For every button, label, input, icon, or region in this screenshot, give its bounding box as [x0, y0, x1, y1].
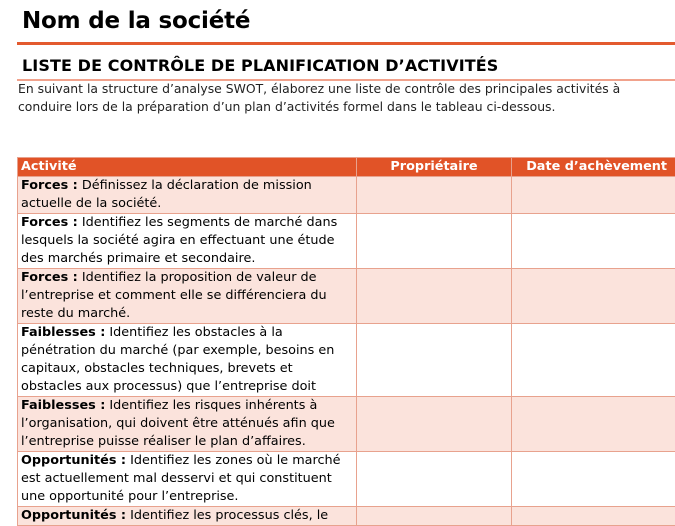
owner-cell[interactable]: [357, 269, 512, 324]
table-row: [18, 214, 675, 269]
completion-date-cell[interactable]: [512, 397, 675, 452]
column-header-activity: Activité: [18, 158, 357, 177]
owner-cell[interactable]: [357, 324, 512, 397]
activity-description: Identifiez les obstacles à la pénétration du marché (par exemple, besoins en capitaux, obstacles techniques, brevets et obstacles aux processus) que l’entreprise doit: [21, 325, 334, 394]
activity-cell[interactable]: [18, 397, 357, 452]
activity-category: Forces :: [21, 178, 78, 193]
intro-paragraph: En suivant la structure d’analyse SWOT, élaborez une liste de contrôle des principales activités à conduire lors de la préparation d’un plan d’activités formel dans le tableau ci-dessous.: [18, 80, 673, 116]
owner-cell[interactable]: [357, 177, 512, 214]
column-header-owner: Propriétaire: [357, 158, 512, 177]
activity-description: Identifiez les segments de marché dans lesquels la société agira en effectuant une étude des marchés primaire et secondaire.: [21, 215, 337, 266]
activity-description: Identifiez les zones où le marché est actuellement mal desservi et qui constituent une opportunité pour l’entreprise.: [21, 453, 341, 504]
document-title: LISTE DE CONTRÔLE DE PLANIFICATION D’ACTIVITÉS: [22, 55, 498, 77]
activity-cell[interactable]: [18, 324, 357, 397]
completion-date-cell[interactable]: [512, 177, 675, 214]
activity-category: Faiblesses :: [21, 325, 105, 340]
table-header-row: [18, 158, 675, 177]
header-divider: [17, 42, 675, 45]
activity-cell[interactable]: [18, 269, 357, 324]
activity-description: Identifiez les risques inhérents à l’organisation, qui doivent être atténués afin que l’entreprise puisse réaliser le plan d’affaires.: [21, 398, 335, 449]
activity-category: Forces :: [21, 270, 78, 285]
activity-description: Identifiez la proposition de valeur de l’entreprise et comment elle se différenciera du reste du marché.: [21, 270, 327, 321]
activity-cell[interactable]: [18, 507, 357, 526]
activity-category: Faiblesses :: [21, 398, 105, 413]
activity-checklist-table: [17, 157, 675, 526]
completion-date-cell[interactable]: [512, 214, 675, 269]
table-row: [18, 452, 675, 507]
completion-date-cell[interactable]: [512, 324, 675, 397]
activity-category: Forces :: [21, 215, 78, 230]
completion-date-cell[interactable]: [512, 452, 675, 507]
owner-cell[interactable]: [357, 214, 512, 269]
column-header-completion-date: Date d’achèvement: [512, 158, 675, 177]
owner-cell[interactable]: [357, 507, 512, 526]
activity-category: Opportunités :: [21, 453, 126, 468]
company-name: Nom de la société: [22, 6, 250, 36]
activity-cell[interactable]: [18, 452, 357, 507]
activity-category: Opportunités :: [21, 508, 126, 523]
activity-description: Définissez la déclaration de mission actuelle de la société.: [21, 178, 312, 211]
table-row: [18, 177, 675, 214]
activity-cell[interactable]: [18, 177, 357, 214]
table-row: [18, 269, 675, 324]
activity-description: Identifiez les processus clés, le: [126, 508, 328, 523]
table-row: [18, 324, 675, 397]
completion-date-cell[interactable]: [512, 507, 675, 526]
table-row: [18, 397, 675, 452]
completion-date-cell[interactable]: [512, 269, 675, 324]
table-row: [18, 507, 675, 526]
owner-cell[interactable]: [357, 397, 512, 452]
owner-cell[interactable]: [357, 452, 512, 507]
activity-cell[interactable]: [18, 214, 357, 269]
